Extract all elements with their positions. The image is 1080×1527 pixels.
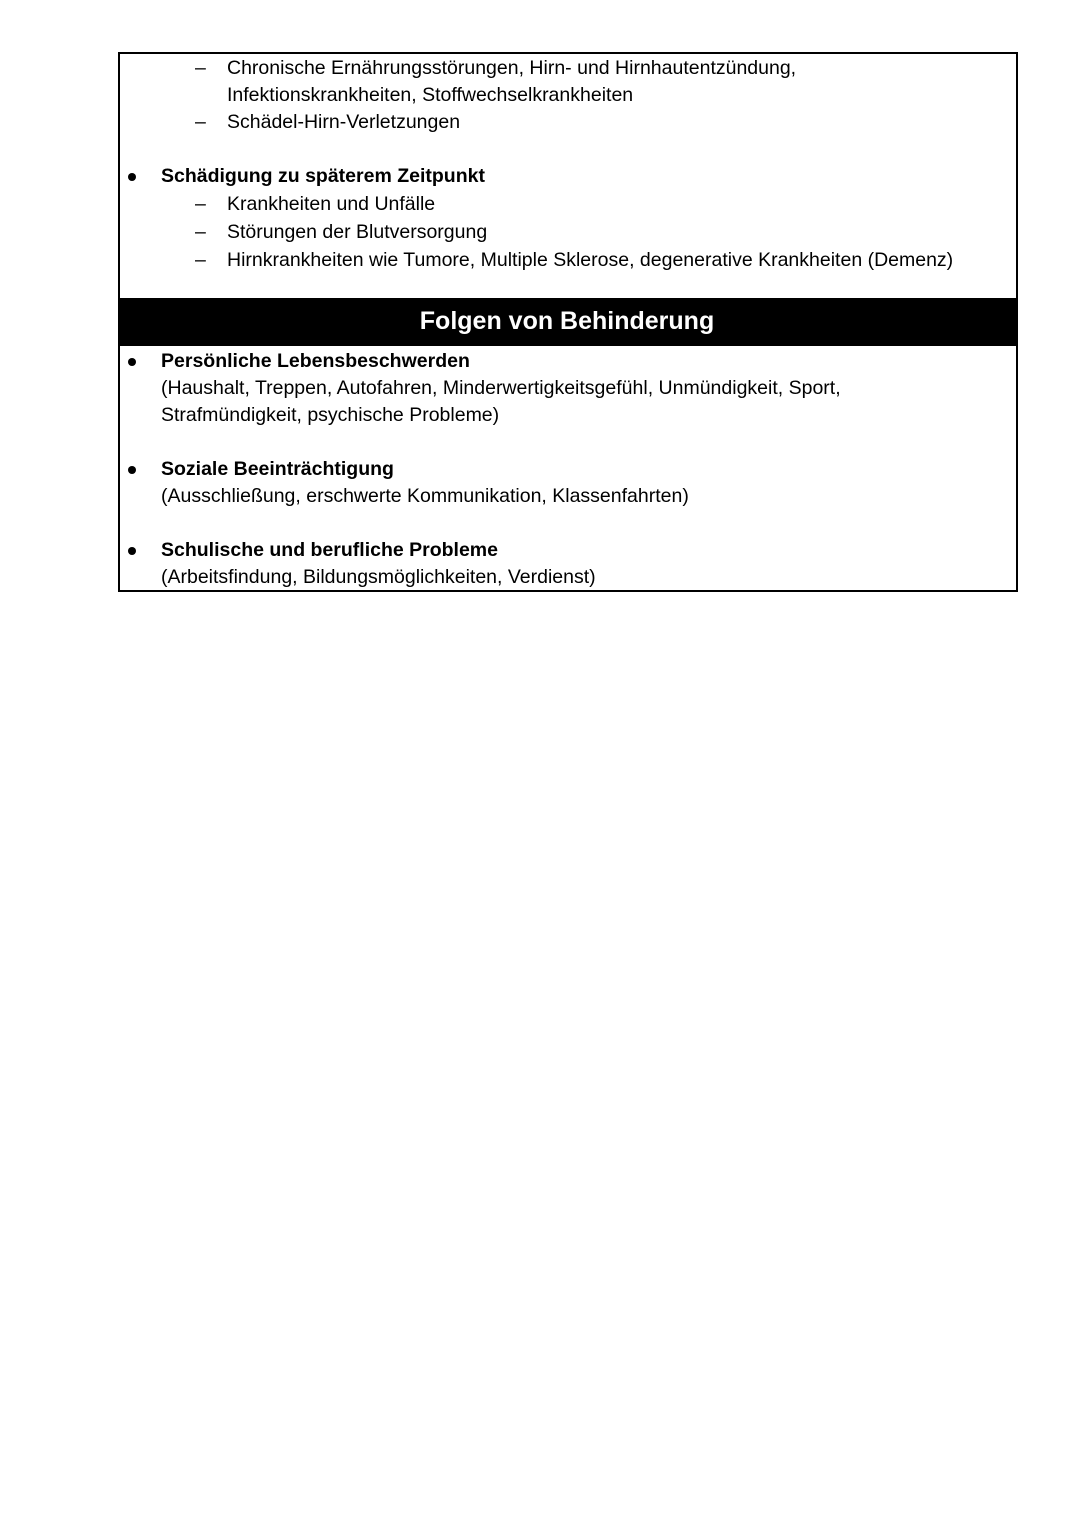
consequence-heading: Schulische und berufliche Probleme xyxy=(161,539,498,561)
dash-marker: – xyxy=(195,249,206,271)
cause-sub-item: Krankheiten und Unfälle xyxy=(227,193,436,215)
bullet-icon xyxy=(128,358,136,366)
cause-heading: Schädigung zu späterem Zeitpunkt xyxy=(161,165,485,187)
consequence-heading: Soziale Beeinträchtigung xyxy=(161,458,394,480)
cause-item-line: Chronische Ernährungsstörungen, Hirn- und Hirnhautentzündung, xyxy=(227,57,797,79)
section-header-bar xyxy=(118,298,1016,346)
consequence-detail: (Haushalt, Treppen, Autofahren, Minderwertigkeitsgefühl, Unmündigkeit, Sport, xyxy=(161,377,841,399)
consequence-heading: Persönliche Lebensbeschwerden xyxy=(161,350,470,372)
dash-marker: – xyxy=(195,193,206,215)
bullet-icon xyxy=(128,466,136,474)
dash-marker: – xyxy=(195,221,206,243)
cause-sub-item: Hirnkrankheiten wie Tumore, Multiple Sklerose, degenerative Krankheiten (Demenz) xyxy=(227,249,954,271)
dash-marker: – xyxy=(195,57,206,79)
cause-item-line: Infektionskrankheiten, Stoffwechselkrankheiten xyxy=(227,84,634,106)
cause-item-line: Schädel-Hirn-Verletzungen xyxy=(227,111,461,133)
cause-sub-item: Störungen der Blutversorgung xyxy=(227,221,488,243)
consequence-detail: (Arbeitsfindung, Bildungsmöglichkeiten, Verdienst) xyxy=(161,566,596,588)
consequence-detail: (Ausschließung, erschwerte Kommunikation, Klassenfahrten) xyxy=(161,485,689,507)
bullet-icon xyxy=(128,547,136,555)
bullet-icon xyxy=(128,173,136,181)
dash-marker: – xyxy=(195,111,206,133)
section-title: Folgen von Behinderung xyxy=(419,307,715,335)
consequence-detail: Strafmündigkeit, psychische Probleme) xyxy=(161,404,500,426)
